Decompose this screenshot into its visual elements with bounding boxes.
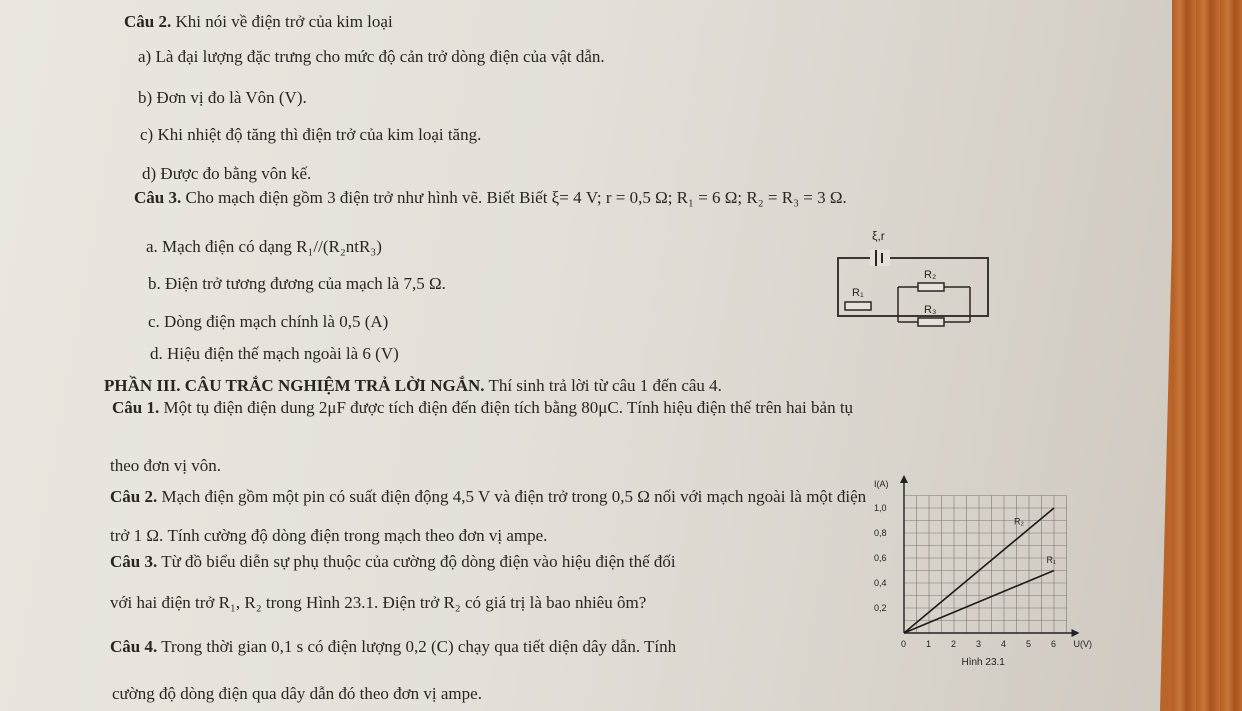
x-tick-label: 1 — [926, 639, 932, 649]
iu-chart — [864, 479, 1094, 675]
s2-q3-title: Câu 3. — [134, 188, 182, 207]
s3-question-3 — [110, 552, 676, 572]
y-tick-label: 0,2 — [874, 603, 887, 613]
battery-symbol — [870, 250, 890, 266]
resistor-r2 — [918, 283, 944, 291]
y-tick-label: 0,4 — [874, 578, 887, 588]
s1-option-b: b) Đơn vị đo là Vôn (V). — [138, 88, 307, 107]
r1-label: R₁ — [852, 287, 864, 299]
s3-q3-text: Từ đồ biểu diễn sự phụ thuộc của cường độ dòng điện vào hiệu điện thế đối — [161, 552, 676, 571]
x-tick-label: 5 — [1026, 639, 1032, 649]
r2-label: R₂ — [924, 269, 937, 281]
s3-q4-continuation: cường độ dòng điện qua dây dẫn đó theo đơn vị ampe. — [112, 684, 482, 703]
s2-option-b: b. Điện trở tương đương của mạch là 7,5 Ω. — [148, 274, 446, 293]
x-axis-arrow-icon — [1072, 629, 1080, 637]
s3-q4-text: Trong thời gian 0,1 s có điện lượng 0,2 (C) chạy qua tiết diện dây dẫn. Tính — [161, 637, 677, 656]
source-label: ξ,r — [872, 229, 885, 243]
x-tick-label: 3 — [976, 639, 982, 649]
s1-q2-text: Khi nói về điện trở của kim loại — [175, 12, 393, 31]
s3-q1-title: Câu 1. — [112, 398, 160, 417]
s3-q3-title: Câu 3. — [110, 552, 158, 571]
s1-option-c: c) Khi nhiệt độ tăng thì điện trở của kim loại tăng. — [140, 125, 482, 144]
s3-heading-note: Thí sinh trả lời từ câu 1 đến câu 4. — [488, 376, 722, 395]
resistor-r3 — [918, 318, 944, 326]
s1-option-d: d) Được đo bằng vôn kế. — [142, 164, 312, 183]
y-tick-label: 0,8 — [874, 528, 887, 538]
s3-q3-continuation: với hai điện trở R₁, R₂ trong Hình 23.1. Điện trở R₂ có giá trị là bao nhiêu ôm? — [110, 593, 647, 612]
s3-q2-title: Câu 2. — [110, 487, 158, 506]
s2-option-c: c. Dòng điện mạch chính là 0,5 (A) — [148, 312, 389, 331]
s3-question-2 — [110, 487, 866, 507]
s1-q2-title: Câu 2. — [124, 12, 172, 31]
s3-heading — [104, 376, 722, 396]
y-tick-label: 0,6 — [874, 553, 887, 563]
s3-q1-continuation: theo đơn vị vôn. — [110, 456, 221, 475]
y-axis-label: I(A) — [874, 479, 889, 489]
s2-q3-text: Cho mạch điện gồm 3 điện trở như hình vẽ. Biết Biết ξ= 4 V; r = 0,5 Ω; R₁ = 6 Ω; R₂ = R₃ = 3 Ω. — [185, 188, 847, 207]
r3-label: R₃ — [924, 304, 937, 316]
s1-question-2 — [124, 12, 393, 32]
x-tick-label: 0 — [901, 639, 907, 649]
series-label-1: R₂ — [1014, 516, 1024, 527]
s3-question-1 — [112, 398, 853, 418]
s3-q1-text: Một tụ điện điện dung 2μF được tích điện đến điện tích bằng 80μC. Tính hiệu điện thế trên hai bản tụ — [163, 398, 854, 417]
x-tick-label: 4 — [1001, 639, 1007, 649]
s1-option-a: a) Là đại lượng đặc trưng cho mức độ cản trở dòng điện của vật dẫn. — [138, 47, 605, 66]
s3-heading-title: PHẦN III. CÂU TRẮC NGHIỆM TRẢ LỜI NGẮN. — [104, 376, 485, 395]
s3-q2-continuation: trở 1 Ω. Tính cường độ dòng điện trong mạch theo đơn vị ampe. — [110, 526, 548, 545]
series-label-2: R₁ — [1046, 555, 1057, 565]
s2-option-a: a. Mạch điện có dạng R₁//(R₂ntR₃) — [146, 237, 382, 256]
s3-q4-title: Câu 4. — [110, 637, 158, 656]
resistor-r1 — [845, 302, 871, 310]
x-axis-label: U(V) — [1073, 639, 1092, 649]
s2-option-d: d. Hiệu điện thế mạch ngoài là 6 (V) — [150, 344, 399, 363]
x-tick-label: 2 — [951, 639, 957, 649]
s2-question-3 — [134, 188, 847, 208]
y-tick-label: 1,0 — [874, 503, 887, 513]
x-tick-label: 6 — [1051, 639, 1057, 649]
chart-caption: Hình 23.1 — [961, 657, 1005, 668]
s3-question-4 — [110, 637, 676, 657]
circuit-diagram — [820, 222, 1000, 334]
s3-q2-text: Mạch điện gồm một pin có suất điện động 4,5 V và điện trở trong 0,5 Ω nối với mạch ngoài là một điện — [161, 487, 867, 506]
desk-background — [1172, 0, 1242, 711]
